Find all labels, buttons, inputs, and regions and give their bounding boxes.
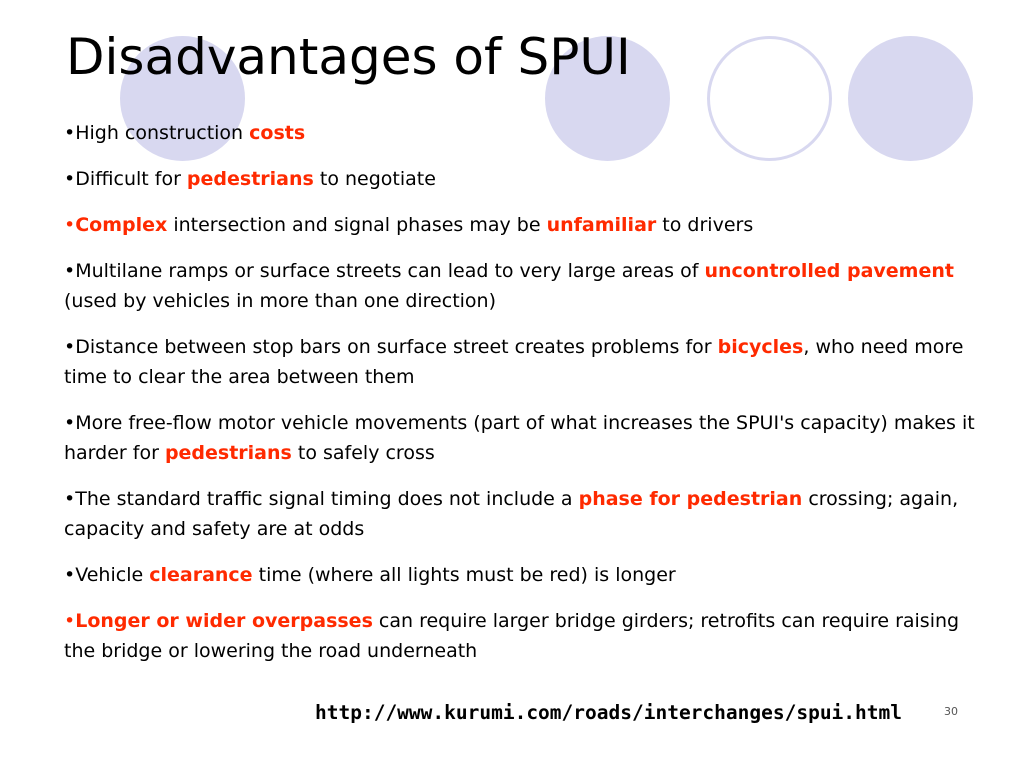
bullet-marker: • [64, 214, 76, 236]
bullet-item [64, 256, 984, 316]
bullet-text: (used by vehicles in more than one direction) [64, 290, 496, 312]
bullet-item [64, 560, 984, 590]
emphasis-text: bicycles [717, 336, 804, 358]
bullet-text: The standard traffic signal timing does not include a [75, 488, 579, 510]
bullet-item [64, 164, 984, 194]
emphasis-text: clearance [149, 564, 253, 586]
bullet-text: More free-flow motor vehicle movements (part of what increases the SPUI's capacity) makes it harder for [64, 412, 975, 464]
slide-title: Disadvantages of SPUI [66, 28, 631, 86]
emphasis-text: Longer or wider overpasses [75, 610, 373, 632]
bullet-text: High construction [75, 122, 250, 144]
page-number: 30 [944, 705, 958, 718]
bullet-marker: • [64, 168, 76, 190]
bullet-text: time (where all lights must be red) is longer [252, 564, 676, 586]
bullet-marker: • [64, 122, 76, 144]
emphasis-text: costs [249, 122, 306, 144]
source-url: http://www.kurumi.com/roads/interchanges/spui.html [315, 701, 902, 724]
bullet-text: Distance between stop bars on surface street creates problems for [75, 336, 718, 358]
bullet-item [64, 118, 984, 148]
bullet-item [64, 606, 984, 666]
bullet-text: Multilane ramps or surface streets can lead to very large areas of [75, 260, 705, 282]
bullet-text: , who need more time to clear the area between them [64, 336, 964, 388]
emphasis-text: pedestrians [186, 168, 314, 190]
emphasis-text: Complex [75, 214, 168, 236]
bullet-text: Difficult for [75, 168, 187, 190]
emphasis-text: unfamiliar [546, 214, 657, 236]
bullet-text: to drivers [656, 214, 754, 236]
bullet-marker: • [64, 336, 76, 358]
bullet-item [64, 210, 984, 240]
emphasis-text: uncontrolled pavement [704, 260, 954, 282]
bullet-marker: • [64, 260, 76, 282]
bullet-marker: • [64, 564, 76, 586]
bullet-text: crossing; again, capacity and safety are at odds [64, 488, 959, 540]
bullet-marker: • [64, 412, 76, 434]
bullet-text: to safely cross [291, 442, 435, 464]
bullet-marker: • [64, 610, 76, 632]
bullet-text: can require larger bridge girders; retrofits can require raising the bridge or lowering the road underneath [64, 610, 960, 662]
bullet-text: to negotiate [313, 168, 436, 190]
bullet-list [64, 118, 984, 682]
bullet-item [64, 332, 984, 392]
emphasis-text: pedestrians [164, 442, 292, 464]
bullet-item [64, 408, 984, 468]
bullet-item [64, 484, 984, 544]
bullet-text: Vehicle [75, 564, 150, 586]
bullet-marker: • [64, 488, 76, 510]
emphasis-text: phase for pedestrian [578, 488, 803, 510]
bullet-text: intersection and signal phases may be [167, 214, 547, 236]
